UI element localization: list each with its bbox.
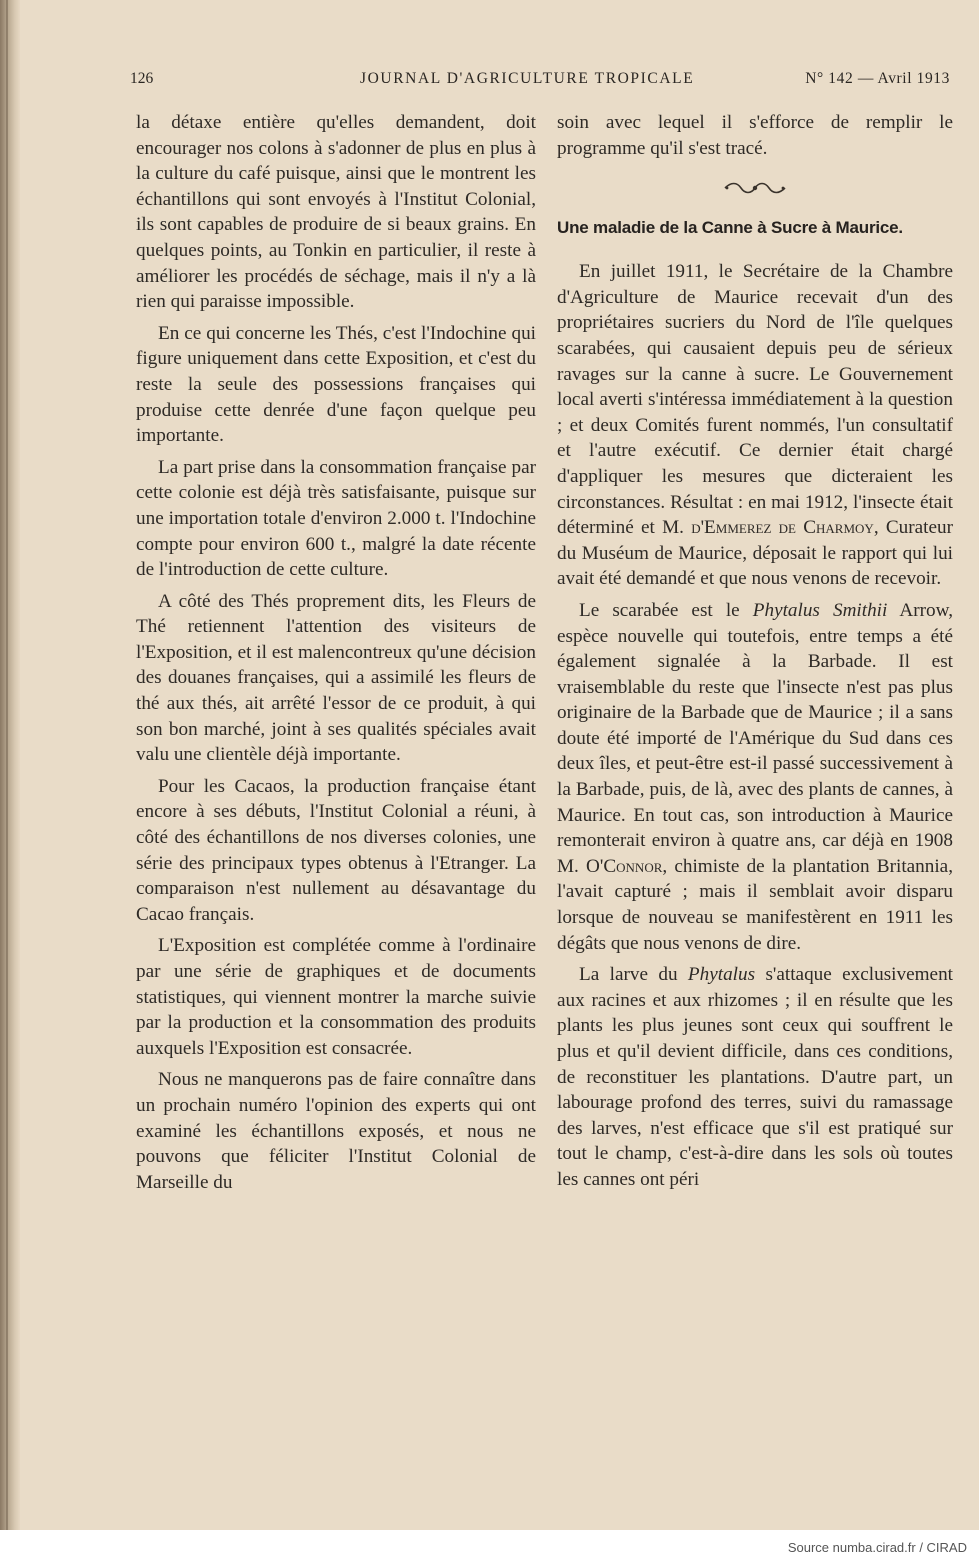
paragraph: soin avec lequel il s'efforce de remplir le programme qu'il s'est tracé. (557, 112, 953, 159)
paragraph: la détaxe entière qu'elles demandent, doit encourager nos colons à s'adonner de plus en plus à la culture du café puisque, ainsi que le montrent les échantillons qui sont envoyés à l'Institut Colonial, ils sont capables de produire de si beaux grains. En quelques points, au Tonkin en particulier, il reste à améliorer les procédés de séchage, mais il n'y a là rien qui paraisse impossible. (136, 112, 536, 313)
ornament-divider-icon (723, 181, 787, 195)
issue-number: N° 142 — Avril 1913 (805, 70, 950, 87)
paragraph: La larve du Phytalus s'attaque exclusivement aux racines et aux rhizomes ; il en résulte que les plants les plus jeunes sont ceux qui souffrent le plus et qu'il devient difficile, dans ces conditions, de reconstituer les plantations. D'autre part, un labourage profond des terres, suivi du ramassage des larves, n'est efficace que s'il est pratiqué sur tout le champ, c'est-à-dire dans les sols où toutes les cannes ont péri (557, 964, 953, 1190)
article-title: Une maladie de la Canne à Sucre à Maurice. (557, 218, 903, 238)
footer (0, 1530, 979, 1566)
author-name: d'Emmerez de Charmoy (691, 517, 874, 539)
paragraph: A côté des Thés proprement dits, les Fleurs de Thé retiennent l'attention des visiteurs de l'Exposition, et il est malencontreux qu'une décision des douanes françaises, qui a assimilé les fleurs de thé aux thés, ait arrêté l'essor de ce produit, à qui son bon marché, joint à ses qualités spéciales avait valu une clientèle déjà importante. (136, 590, 536, 766)
person-name: O'Connor (586, 855, 663, 877)
left-column (136, 110, 536, 1201)
species-name: Phytalus Smithii (752, 599, 888, 621)
right-column (557, 110, 953, 1199)
paragraph: Le scarabée est le Phytalus Smithii Arrow, espèce nouvelle qui toutefois, entre temps a été également signalée à la Barbade. Il est vraisemblable du reste que l'insecte n'est pas plus originaire de la Barbade que de Maurice ; il a sans doute été importé de l'Amérique du Sud dans ces deux îles, et peut-être est-il passé successivement à la Barbade, puis, de là, avec des plants de cannes, à Maurice. En tout cas, son introduction à Maurice remonterait environ à quatre ans, car déjà en 1908 M. O'Connor, chimiste de la plantation Britannia, l'avait capturé ; mais il semblait avoir disparu lorsque de nouveau se manifestèrent en 1911 les dégâts que nous venons de dire. (557, 599, 953, 954)
paragraph: En juillet 1911, le Secrétaire de la Chambre d'Agriculture de Maurice recevait d'un des propriétaires sucriers du Nord de l'île quelques scarabées, qui causaient depuis peu de sérieux ravages sur la canne à sucre. Le Gouvernement local averti s'intéressa immédiatement à la question ; et deux Comités furent nommés, l'un consultatif et l'autre exécutif. Ce dernier était chargé d'appliquer les mesures que dicteraient les circonstances. Résultat : en mai 1912, l'insecte était déterminé et M. d'Emmerez de Charmoy, Curateur du Muséum de Maurice, déposait le rapport qui lui avait été demandé et que nous venons de recevoir. (557, 261, 953, 590)
running-header (130, 70, 950, 94)
page-number: 126 (130, 70, 154, 87)
genus-name: Phytalus (687, 964, 756, 986)
journal-title: JOURNAL D'AGRICULTURE TROPICALE (360, 70, 695, 87)
source-credit: Source numba.cirad.fr / CIRAD (787, 1540, 967, 1555)
paragraph: Nous ne manquerons pas de faire connaître dans un prochain numéro l'opinion des experts qui ont examiné les échantillons exposés, et nous ne pouvons que féliciter l'Institut Colonial de Marseille du (136, 1069, 536, 1193)
book-spine-shadow (0, 0, 20, 1530)
paragraph: En ce qui concerne les Thés, c'est l'Indochine qui figure uniquement dans cette Exposition, et c'est du reste la seule des possessions françaises qui produise cette denrée d'une façon quelque peu importante. (136, 322, 536, 447)
paragraph: La part prise dans la consommation française par cette colonie est déjà très satisfaisante, puisque sur une importation totale d'environ 2.000 t. l'Indochine compte pour environ 600 t., malgré la date récente de l'introduction de cette culture. (136, 456, 536, 581)
paragraph: Pour les Cacaos, la production française étant encore à ses débuts, l'Institut Colonial a réuni, à côté des échantillons de nos diverses colonies, une série des principaux types obtenus à l'Etranger. La comparaison n'est nullement au désavantage du Cacao français. (136, 775, 536, 925)
paragraph: L'Exposition est complétée comme à l'ordinaire par une série de graphiques et de documents statistiques, qui viennent montrer la marche suivie par la production et la consommation des produits auxquels l'Exposition est consacrée. (136, 935, 536, 1059)
